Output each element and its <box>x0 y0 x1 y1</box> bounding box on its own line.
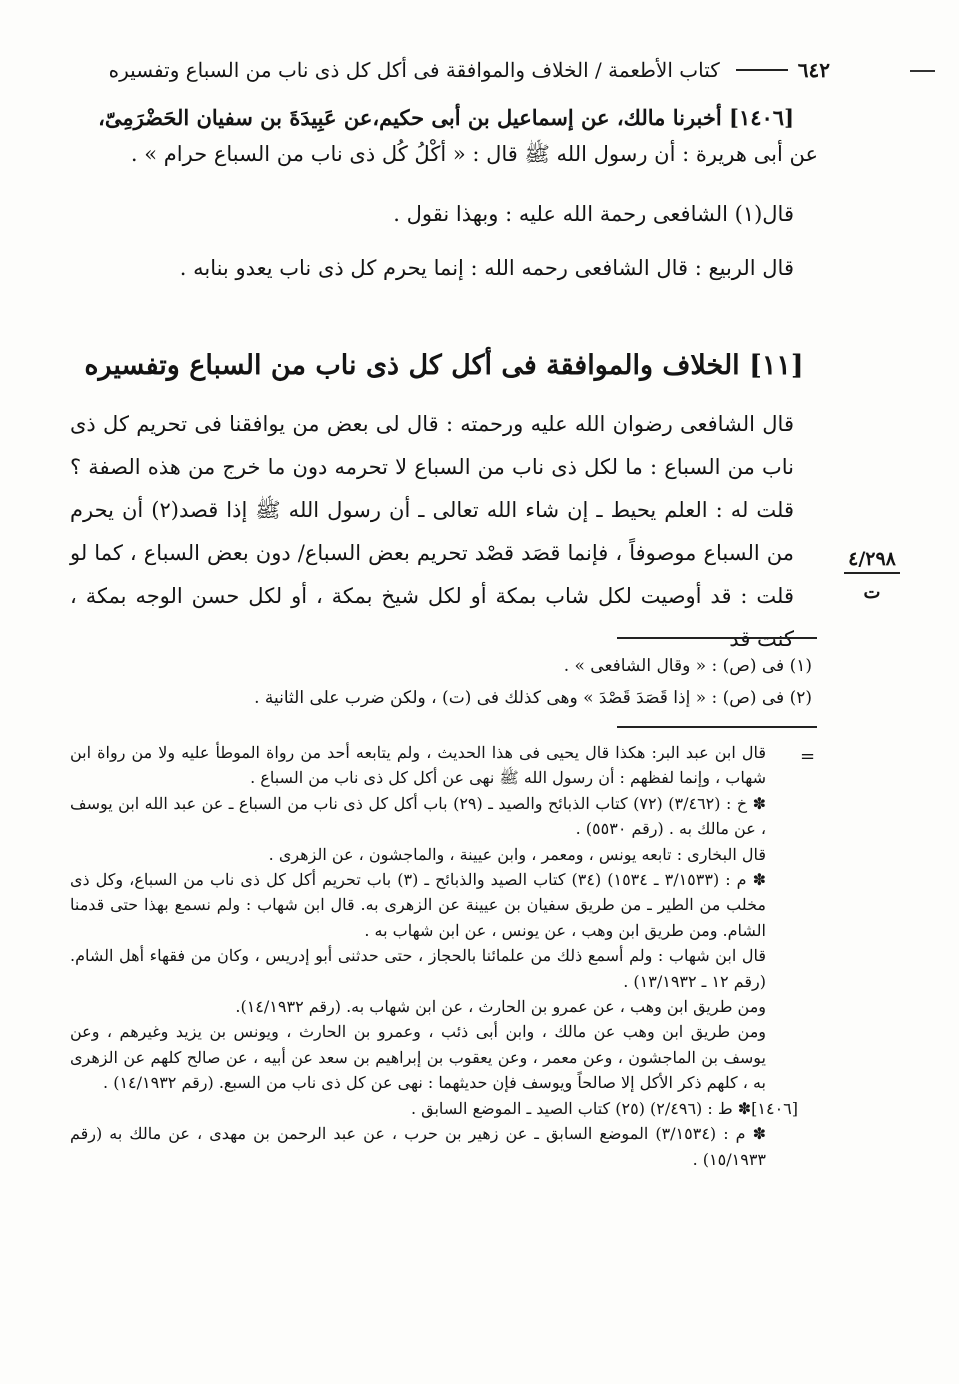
manuscript-siglum: ت <box>863 582 881 603</box>
takhrij-notes <box>70 740 798 1172</box>
footnotes <box>70 650 818 714</box>
note-paragraph: قال ابن شهاب : ولم أسمع ذلك من علمائنا بالحجاز ، حتى حدثنى أبو إدريس ، وكان من فقهاء أهل الشام. (رقم ١٢ ـ ١٣/١٩٣٢) . <box>70 946 766 991</box>
continuation-mark: = <box>800 746 816 767</box>
note-paragraph: [١٤٠٦]✽ ط : (٢/٤٩٦) (٢٥) كتاب الصيد ـ الموضع السابق . <box>410 1098 798 1118</box>
note-paragraph: ✽ م : (٣/١٥٣٣ ـ ١٥٣٤) (٣٤) كتاب الصيد والذبائح ـ (٣) باب تحريم أكل كل ذى ناب من السباع، وكل ذى مخلب من الطير ـ من طريق سفيان بن عيينة عن الزهرى به. قال ابن شهاب : ولم نسمع بهذا حتى قدمنا الشام. ومن طريق ابن وهب ، عن يونس ، عن ابن شهاب به . <box>70 870 767 940</box>
hadith-line-1: [١٤٠٦] أخبرنا مالك، عن إسماعيل بن أبى حكيم،عن عَبِيدَةَ بن سفيان الحَضْرَمِىّ، <box>98 105 794 130</box>
shafii-comment-text: قال(١) الشافعى رحمة الله عليه : وبهذا نقول . <box>393 202 794 226</box>
note-paragraph: ✽ م : (٣/١٥٣٤) الموضع السابق ـ عن زهير بن حرب ، عن عبد الرحمن بن مهدى ، عن مالك به (رقم ١٥/١٩٣٣) . <box>70 1124 767 1169</box>
notes-divider <box>617 726 817 728</box>
running-title: كتاب الأطعمة / الخلاف والموافقة فى أكل كل ذى ناب من السباع وتفسيره <box>108 58 720 82</box>
footnote-1: (١) فى (ص) : « وقال الشافعى » . <box>563 656 812 676</box>
rabi-comment-text: قال الربيع : قال الشافعى رحمه الله : إنما يحرم كل ذى ناب يعدو بنابه . <box>179 256 794 280</box>
footnote-2: (٢) فى (ص) : « إذا قَصَدَ قَصْدَ » وهى كذلك فى (ت) ، ولكن ضرب على الثانية . <box>254 688 812 708</box>
note-paragraph: ومن طريق ابن وهب ، عن عمرو بن الحارث ، عن ابن شهاب به. (رقم ١٤/١٩٣٢). <box>235 997 766 1017</box>
chapter-body <box>70 403 818 661</box>
folio-number: ٤/٢٩٨ <box>844 548 900 574</box>
footnote-divider <box>617 637 817 639</box>
running-header <box>60 52 830 88</box>
manuscript-folio-note <box>837 548 907 603</box>
chapter-body-text: قال الشافعى رضوان الله عليه ورحمته : قال لى بعض من يوافقنا فى تحريم كل ذى ناب من السباع : ما لكل ذى ناب من السباع لا تحرمه دون ما خرج من هذه الصفة ؟ قلت له : العلم يحيط ـ إن شاء الله تعالى ـ أن رسول الله ﷺ إذا قصد(٢) أن يحرم من السباع موصوفاً ، فإنما قصَد قصْد تحريم بعض السباع/ دون بعض السباع ، كما لو قلت : قد أوصيت لكل شاب بمكة أو لكل شيخ بمكة ، أو لكل حسن الوجه بمكة ، كنت قد <box>70 412 794 651</box>
note-paragraph: قال ابن عبد البر: هكذا قال يحيى فى هذا الحديث ، ولم يتابعه أحد من رواة الموطأ عليه ولا من رواة ابن شهاب ، وإنما لفظهم : أن رسول الله ﷺ نهى عن أكل كل ذى ناب من السباع . <box>70 743 766 788</box>
page-number: ٦٤٢ <box>797 58 830 82</box>
note-paragraph: ومن طريق ابن وهب عن مالك ، وابن أبى ذئب ، وعمرو بن الحارث ، ويونس بن يزيد وغيرهم ، وعن يوسف بن الماجشون ، وعن معمر ، وعن يعقوب بن إبراهيم بن سعد عن أبيه ، عن صالح كلهم عن الزهرى به ، كلهم ذكر الأكل إلا صالحاً ويوسف فإن حديثهما : نهى عن كل ذى ناب من السبع. (رقم ١٤/١٩٣٢) . <box>70 1022 766 1093</box>
header-dash <box>736 69 788 71</box>
rabi-comment <box>70 250 818 286</box>
outer-margin-rule <box>910 70 935 72</box>
note-paragraph: ✽ خ : (٣/٤٦٢) (٧٢) كتاب الذبائح والصيد ـ (٢٩) باب أكل كل ذى ناب من السباع ـ عن عبد الله ابن يوسف ، عن مالك به . (رقم ٥٥٣٠) . <box>70 793 766 839</box>
hadith-line-2: عن أبى هريرة : أن رسول الله ﷺ قال : « أكْلُ كُل ذى ناب من السباع حرام » . <box>130 142 818 166</box>
note-paragraph: قال البخارى : تابعه يونس ، ومعمر ، وابن عيينة ، والماجشون ، عن الزهرى . <box>268 844 766 864</box>
shafii-comment <box>70 196 818 232</box>
hadith-block <box>70 100 818 172</box>
chapter-heading: [١١] الخلاف والموافقة فى أكل كل ذى ناب من السباع وتفسيره <box>84 350 804 381</box>
